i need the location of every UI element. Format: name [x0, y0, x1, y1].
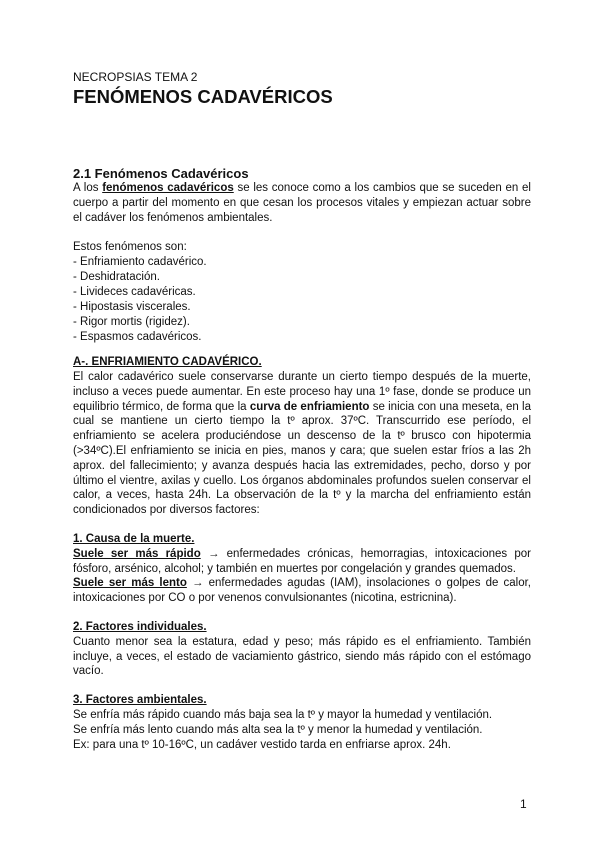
phenomena-list	[73, 255, 531, 345]
environmental-line: Se enfría más rápido cuando más baja sea la tº y mayor la humedad y ventilación.	[73, 708, 493, 721]
list-item: - Enfriamiento cadavérico.	[73, 256, 207, 269]
document-subtitle: NECROPSIAS TEMA 2	[73, 70, 198, 84]
environmental-title: 3. Factores ambientales.	[73, 694, 207, 707]
cooling-paragraph	[73, 370, 531, 518]
list-item: - Espasmos cadavéricos.	[73, 331, 202, 344]
page-number: 1	[520, 797, 527, 811]
slow-label: Suele ser más lento	[73, 577, 187, 590]
list-item: - Deshidratación.	[73, 271, 160, 284]
environmental-line: Ex: para una tº 10-16ºC, un cadáver vestido tarda en enfriarse aprox. 24h.	[73, 738, 451, 751]
intro-text-pre: A los	[73, 182, 103, 194]
cooling-text-post: se inicia con una meseta, en la cual se mantiene un cierto tiempo la tº aprox. 37ºC. Transcurrido ese período, el enfriamiento se acelera produciéndose un descenso de la tº brusco con hipotermia (>34ºC).El enfriamiento se inicia en pies, manos y cara; que suelen estar fríos a las 2h aprox. del fallecimiento; y avanza después hacia las extremidades, pecho, dorso y por último el vientre, axilas y cuello. Los órganos abdominales profundos suelen conservar el calor, a veces, hasta 24h. La observación de la tº y la marcha del enfriamiento están condicionados por diversos factores:	[73, 400, 531, 517]
list-item: - Rigor mortis (rigidez).	[73, 316, 190, 329]
intro-paragraph	[73, 181, 531, 225]
cause-slow-paragraph	[73, 576, 531, 606]
list-item: - Livideces cadavéricas.	[73, 286, 196, 299]
cause-title: 1. Causa de la muerte.	[73, 532, 195, 545]
section-title: 2.1 Fenómenos Cadavéricos	[73, 166, 249, 181]
cause-fast-paragraph	[73, 547, 531, 577]
cooling-curve-term: curva de enfriamiento	[249, 400, 370, 413]
cooling-text-pre: El calor cadavérico suele conservarse durante un cierto tiempo después de la muerte, incluso a veces puede aumentar. En este proceso hay una 1º fase, donde se produce un equilibrio térmico, de forma que la	[73, 370, 531, 413]
fast-text: → enfermedades crónicas, hemorragias, intoxicaciones por fósforo, arsénico, alcohol; y también en muertes por congelación y grandes quemados.	[73, 547, 531, 575]
list-intro: Estos fenómenos son:	[73, 241, 187, 254]
subsection-a-title: A-. ENFRIAMIENTO CADAVÉRICO.	[73, 356, 262, 369]
slow-text: → enfermedades agudas (IAM), insolaciones o golpes de calor, intoxicaciones por CO o por venenos convulsionantes (nicotina, estricnina).	[73, 577, 531, 605]
environmental-line: Se enfría más lento cuando más alta sea la tº y menor la humedad y ventilación.	[73, 723, 483, 736]
individual-title: 2. Factores individuales.	[73, 620, 207, 633]
intro-term: fenómenos cadavéricos	[102, 182, 234, 194]
intro-text-post: se les conoce como a los cambios que se suceden en el cuerpo a partir del momento en que cesan los procesos vitales y empiezan actuar sobre el cadáver los fenómenos ambientales.	[73, 182, 531, 224]
fast-label: Suele ser más rápido	[73, 547, 201, 560]
individual-paragraph: Cuanto menor sea la estatura, edad y peso; más rápido es el enfriamiento. También incluye, a veces, el estado de vaciamiento gástrico, siendo más rápido con el estómago vacío.	[73, 635, 531, 678]
document-page	[73, 70, 531, 752]
list-item: - Hipostasis viscerales.	[73, 301, 191, 314]
document-title: FENÓMENOS CADAVÉRICOS	[73, 86, 333, 107]
